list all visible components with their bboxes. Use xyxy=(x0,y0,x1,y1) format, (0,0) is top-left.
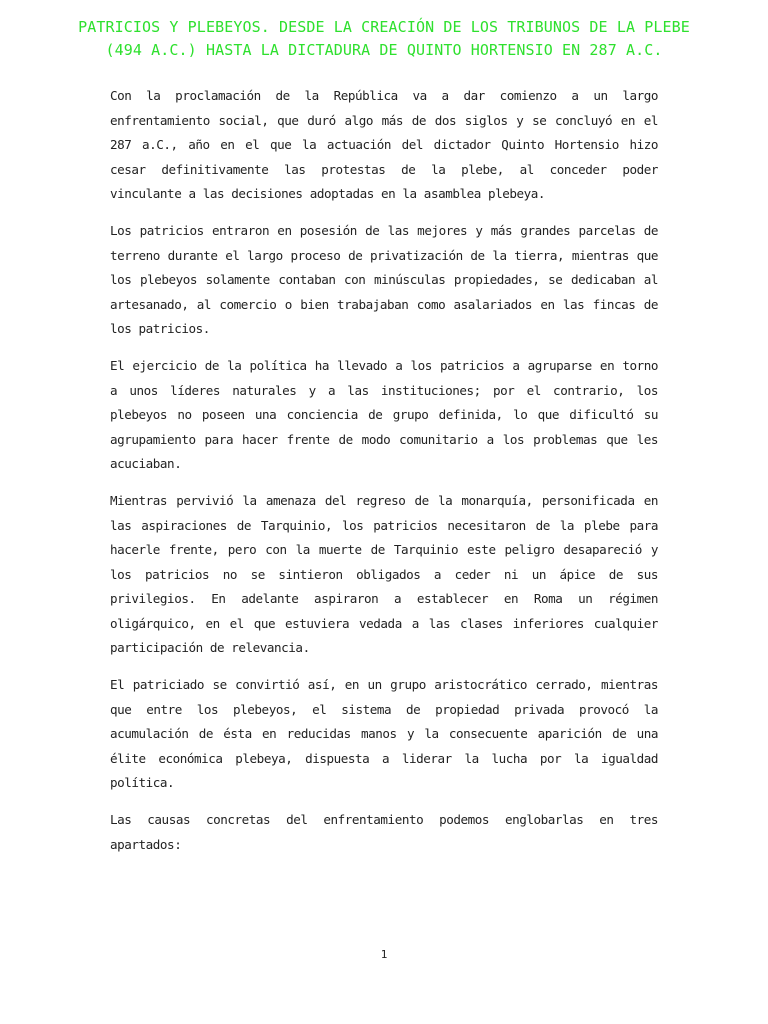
paragraph: Las causas concretas del enfrentamiento podemos englobarlas en tres apartados: xyxy=(110,812,658,852)
paragraph: Los patricios entraron en posesión de las mejores y más grandes parcelas de terreno durante el largo proceso de privatización de la tierra, mientras que los plebeyos solamente contaban con minúsculas propiedades, se dedicaban al artesanado, al comercio o bien trabajaban como asalariados en las fincas de los patricios. xyxy=(110,222,658,337)
paragraph: Mientras pervivió la amenaza del regreso de la monarquía, personificada en las aspiraciones de Tarquinio, los patricios necesitaron de la plebe para hacerle frente, pero con la muerte de Tarquinio este peligro desapareció y los patricios no se sintieron obligados a ceder ni un ápice de sus privilegios. En adelante aspiraron a establecer en Roma un régimen oligárquico, en el que estuviera vedada a las clases inferiores cualquier participación de relevancia. xyxy=(110,492,658,656)
page-number: 1 xyxy=(380,948,388,961)
paragraph: Con la proclamación de la República va a dar comienzo a un largo enfrentamiento social, que duró algo más de dos siglos y se concluyó en el 287 a.C., año en el que la actuación del dictador Quinto Hortensio hizo cesar definitivamente las protestas de la plebe, al conceder poder vinculante a las decisiones adoptadas en la asamblea plebeya. xyxy=(110,88,658,202)
paragraph: El patriciado se convirtió así, en un grupo aristocrático cerrado, mientras que entre los plebeyos, el sistema de propiedad privada provocó la acumulación de ésta en reducidas manos y la consecuente aparición de una élite económica plebeya, dispuesta a liderar la lucha por la igualdad política. xyxy=(110,677,658,791)
document-body xyxy=(110,84,658,869)
paragraph: El ejercicio de la política ha llevado a los patricios a agruparse en torno a unos líderes naturales y a las instituciones; por el contrario, los plebeyos no poseen una conciencia de grupo definida, lo que dificultó su agrupamiento para hacer frente de modo comunitario a los problemas que les acuciaban. xyxy=(110,357,658,472)
document-title: PATRICIOS Y PLEBEYOS. DESDE LA CREACIÓN DE LOS TRIBUNOS DE LA PLEBE (494 A.C.) HASTA LA DICTADURA DE QUINTO HORTENSIO EN 287 A.C. xyxy=(78,18,690,59)
